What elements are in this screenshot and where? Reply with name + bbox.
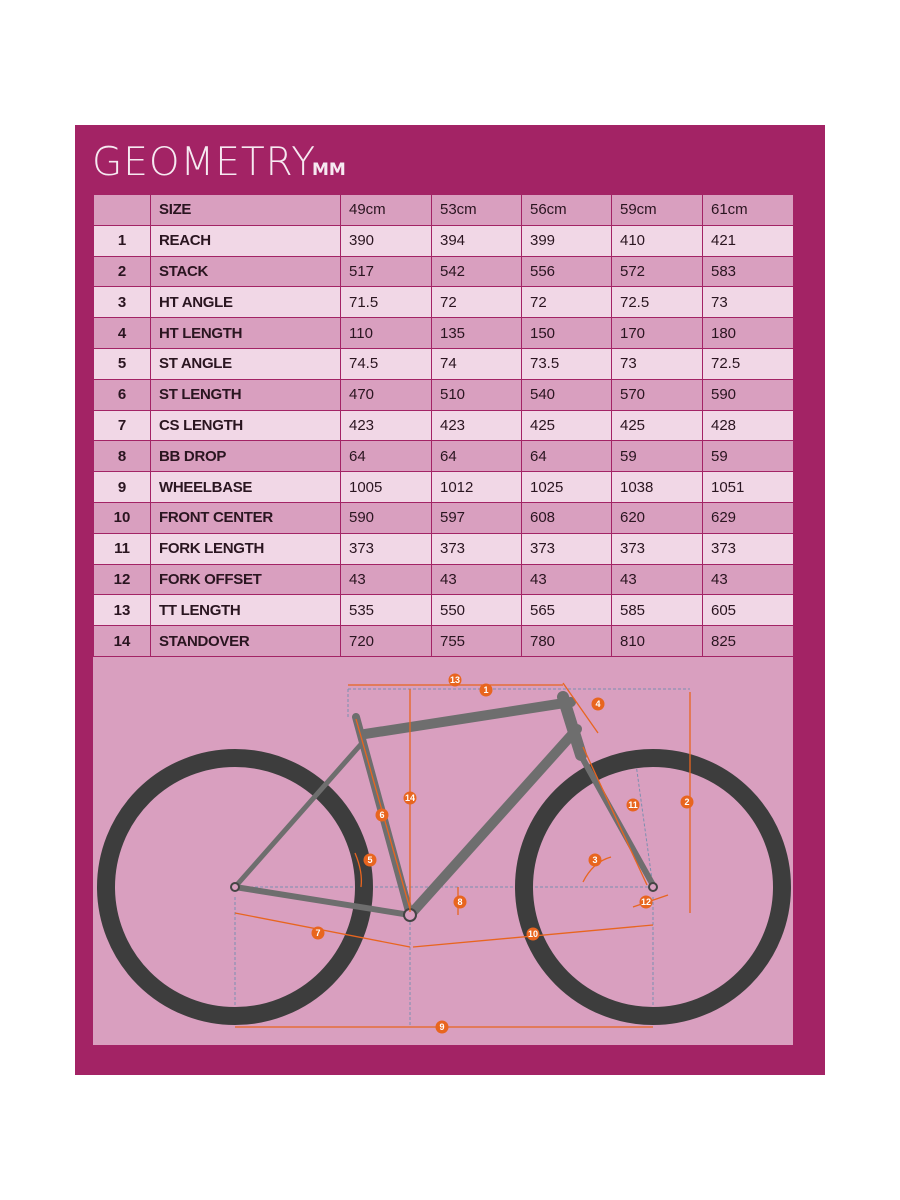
size-column-header: 53cm	[432, 195, 522, 226]
callout-number: 6	[379, 810, 385, 820]
value-cell: 373	[612, 533, 703, 564]
value-cell: 110	[341, 318, 432, 349]
value-cell: 64	[522, 441, 612, 472]
size-column-header: 49cm	[341, 195, 432, 226]
front-axle	[649, 883, 657, 891]
row-number-cell: 4	[94, 318, 151, 349]
table-row	[94, 595, 794, 626]
value-cell: 43	[612, 564, 703, 595]
value-cell: 517	[341, 256, 432, 287]
row-label-cell: ST ANGLE	[151, 348, 341, 379]
value-cell: 565	[522, 595, 612, 626]
callout-12	[640, 896, 653, 909]
value-cell: 170	[612, 318, 703, 349]
callout-8	[454, 896, 467, 909]
row-label-cell: FORK OFFSET	[151, 564, 341, 595]
value-cell: 43	[341, 564, 432, 595]
row-number-cell: 2	[94, 256, 151, 287]
callout-number: 9	[439, 1022, 445, 1032]
row-number-cell: 7	[94, 410, 151, 441]
value-cell: 1012	[432, 472, 522, 503]
callout-number: 5	[367, 855, 373, 865]
value-cell: 590	[703, 379, 794, 410]
value-cell: 180	[703, 318, 794, 349]
table-header-row	[94, 195, 794, 226]
table-row	[94, 533, 794, 564]
value-cell: 629	[703, 502, 794, 533]
value-cell: 150	[522, 318, 612, 349]
size-column-header: 56cm	[522, 195, 612, 226]
value-cell: 510	[432, 379, 522, 410]
table-row	[94, 441, 794, 472]
row-label-cell: HT ANGLE	[151, 287, 341, 318]
value-cell: 43	[703, 564, 794, 595]
row-label-cell: FRONT CENTER	[151, 502, 341, 533]
table-row	[94, 472, 794, 503]
table-row	[94, 626, 794, 657]
value-cell: 583	[703, 256, 794, 287]
callout-number: 14	[404, 793, 416, 803]
value-cell: 373	[432, 533, 522, 564]
value-cell: 470	[341, 379, 432, 410]
value-cell: 373	[703, 533, 794, 564]
row-label-cell: FORK LENGTH	[151, 533, 341, 564]
value-cell: 597	[432, 502, 522, 533]
row-number-cell: 3	[94, 287, 151, 318]
header-blank-cell	[94, 195, 151, 226]
value-cell: 59	[703, 441, 794, 472]
callout-5	[364, 854, 377, 867]
callout-1	[480, 684, 493, 697]
value-cell: 135	[432, 318, 522, 349]
value-cell: 605	[703, 595, 794, 626]
value-cell: 535	[341, 595, 432, 626]
value-cell: 72.5	[703, 348, 794, 379]
table-row	[94, 379, 794, 410]
value-cell: 556	[522, 256, 612, 287]
row-number-cell: 8	[94, 441, 151, 472]
callout-number: 1	[483, 685, 489, 695]
table-row	[94, 256, 794, 287]
row-number-cell: 11	[94, 533, 151, 564]
callout-number: 13	[449, 675, 461, 685]
value-cell: 585	[612, 595, 703, 626]
row-label-cell: ST LENGTH	[151, 379, 341, 410]
row-number-cell: 10	[94, 502, 151, 533]
value-cell: 423	[341, 410, 432, 441]
callout-10	[527, 928, 540, 941]
value-cell: 64	[432, 441, 522, 472]
row-label-cell: WHEELBASE	[151, 472, 341, 503]
table-row	[94, 348, 794, 379]
value-cell: 755	[432, 626, 522, 657]
callout-number: 7	[315, 928, 321, 938]
callout-number: 8	[457, 897, 463, 907]
table-row	[94, 410, 794, 441]
value-cell: 373	[522, 533, 612, 564]
value-cell: 74	[432, 348, 522, 379]
value-cell: 1025	[522, 472, 612, 503]
callout-7	[312, 927, 325, 940]
row-number-cell: 14	[94, 626, 151, 657]
value-cell: 428	[703, 410, 794, 441]
table-row	[94, 318, 794, 349]
value-cell: 373	[341, 533, 432, 564]
value-cell: 423	[432, 410, 522, 441]
size-column-header: 59cm	[612, 195, 703, 226]
value-cell: 540	[522, 379, 612, 410]
callout-14	[404, 792, 417, 805]
value-cell: 570	[612, 379, 703, 410]
value-cell: 720	[341, 626, 432, 657]
row-label-cell: STANDOVER	[151, 626, 341, 657]
value-cell: 825	[703, 626, 794, 657]
row-label-cell: BB DROP	[151, 441, 341, 472]
callout-13	[449, 674, 462, 687]
geometry-table	[93, 194, 794, 657]
value-cell: 71.5	[341, 287, 432, 318]
callout-11	[627, 799, 640, 812]
table-row	[94, 287, 794, 318]
callout-4	[592, 698, 605, 711]
callout-number: 4	[595, 699, 601, 709]
row-number-cell: 5	[94, 348, 151, 379]
value-cell: 73.5	[522, 348, 612, 379]
value-cell: 390	[341, 225, 432, 256]
value-cell: 72	[522, 287, 612, 318]
value-cell: 73	[612, 348, 703, 379]
value-cell: 59	[612, 441, 703, 472]
callout-2	[681, 796, 694, 809]
row-label-cell: CS LENGTH	[151, 410, 341, 441]
size-header-cell: SIZE	[151, 195, 341, 226]
value-cell: 43	[432, 564, 522, 595]
value-cell: 608	[522, 502, 612, 533]
value-cell: 550	[432, 595, 522, 626]
row-number-cell: 9	[94, 472, 151, 503]
row-number-cell: 13	[94, 595, 151, 626]
callout-9	[436, 1021, 449, 1034]
value-cell: 542	[432, 256, 522, 287]
row-label-cell: HT LENGTH	[151, 318, 341, 349]
value-cell: 410	[612, 225, 703, 256]
table-row	[94, 502, 794, 533]
value-cell: 810	[612, 626, 703, 657]
value-cell: 421	[703, 225, 794, 256]
value-cell: 72	[432, 287, 522, 318]
rear-axle	[231, 883, 239, 891]
value-cell: 72.5	[612, 287, 703, 318]
value-cell: 425	[522, 410, 612, 441]
value-cell: 1038	[612, 472, 703, 503]
table-row	[94, 225, 794, 256]
callout-number: 3	[592, 855, 598, 865]
bike-geometry-svg	[93, 657, 793, 1045]
value-cell: 572	[612, 256, 703, 287]
size-column-header: 61cm	[703, 195, 794, 226]
value-cell: 1005	[341, 472, 432, 503]
callout-3	[589, 854, 602, 867]
row-number-cell: 12	[94, 564, 151, 595]
value-cell: 620	[612, 502, 703, 533]
value-cell: 73	[703, 287, 794, 318]
callout-number: 12	[640, 897, 652, 907]
value-cell: 394	[432, 225, 522, 256]
unit-label: MM	[312, 160, 346, 180]
value-cell: 399	[522, 225, 612, 256]
callout-number: 2	[684, 797, 690, 807]
value-cell: 43	[522, 564, 612, 595]
bike-geometry-diagram	[93, 657, 793, 1045]
bike-frame	[235, 697, 653, 915]
page-title: GEOMETRY	[92, 140, 317, 185]
value-cell: 780	[522, 626, 612, 657]
table-row	[94, 564, 794, 595]
row-label-cell: STACK	[151, 256, 341, 287]
value-cell: 425	[612, 410, 703, 441]
value-cell: 590	[341, 502, 432, 533]
row-number-cell: 6	[94, 379, 151, 410]
callout-6	[376, 809, 389, 822]
row-number-cell: 1	[94, 225, 151, 256]
callout-number: 10	[527, 929, 539, 939]
callout-number: 11	[628, 800, 638, 810]
row-label-cell: TT LENGTH	[151, 595, 341, 626]
value-cell: 1051	[703, 472, 794, 503]
value-cell: 64	[341, 441, 432, 472]
value-cell: 74.5	[341, 348, 432, 379]
row-label-cell: REACH	[151, 225, 341, 256]
